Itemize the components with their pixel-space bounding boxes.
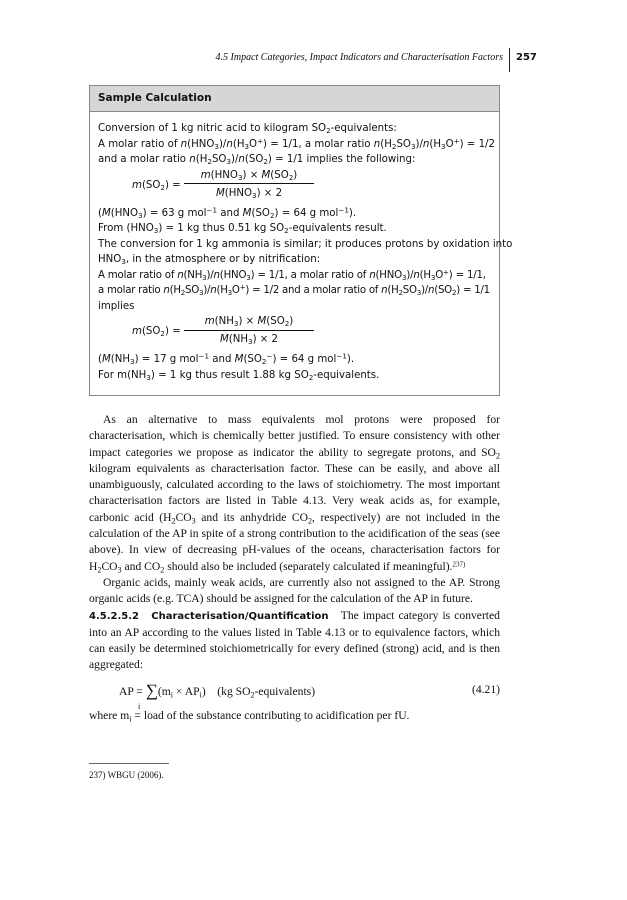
sample-calculation-body bbox=[90, 112, 513, 383]
box-line-hno3: $HNO_3$, in the atmosphere or by nitrification: bbox=[98, 254, 321, 267]
paragraph-where: where $m_i$ = load of the substance contributing to acidification per fU. bbox=[89, 708, 410, 724]
box-line-from: From $(HNO_3) = 1$ kg thus 0.51 kg $SO_2$-equivalents result. bbox=[98, 223, 387, 236]
footnote-reference[interactable]: 237) bbox=[452, 560, 466, 569]
box-line-implies: implies bbox=[98, 300, 135, 312]
box-line-molar-mass-1: ($M(HNO_3) = 63$ g mol$^{-1}$ and $M(SO_2) = 64$ g mol$^{-1}$). bbox=[98, 204, 357, 220]
box-line-ratio-4: a molar ratio $n(H_2SO_3)/n(H_3O^+) = 1/2$ and a molar ratio of $n(H_2SO_3)/n(SO_2) = 1/1$ bbox=[98, 282, 490, 298]
running-head-title: 4.5 Impact Categories, Impact Indicators and Characterisation Factors bbox=[215, 52, 503, 63]
paragraph-characterisation: As an alternative to mass equivalents mol protons were proposed for characterisation, which is chemically better justified. To ensure consistency with other impact categories we propose as indicator the ability to segregate protons, and $SO_2$ kilogram equivalents as characterisation factor. These can be easily, and above all unambiguously, calculated according to the laws of stoichiometry. The most important characterisation factors are listed in Table 4.13. Very weak acids as, for example, carbonic acid ($H_2CO_3$ and its anhydride $CO_2$, respectively) are not included in the calculation of the AP in spite of a strong contribution to the acidification of the seas (see above). In view of decreasing pH-values of the oceans, characterisation factors for $H_2CO_3$ and $CO_2$ should also be included (separately calculated if meaningful).$^{237)}$ bbox=[89, 413, 500, 575]
page-number: 257 bbox=[516, 52, 537, 63]
sample-calculation-title: Sample Calculation bbox=[90, 86, 499, 112]
box-line-conversion: The conversion for 1 kg ammonia is similar; it produces protons by oxidation into bbox=[98, 238, 513, 250]
box-line-intro: Conversion of 1 kg nitric acid to kilogram $SO_2$-equivalents: bbox=[98, 123, 397, 136]
footnote-237: 237) WBGU (2006). bbox=[89, 770, 164, 780]
paragraph-quantification: 4.5.2.5.2 Characterisation/Quantification The impact category is converted into an AP according to the values listed in Table 4.13 or to equivalence factors, which can easily be determined stoichiometrically for every defined (strong) acid, and is then aggregated: bbox=[89, 608, 500, 672]
box-line-molar-mass-2: ($M(NH_3) = 17$ g mol$^{-1}$ and $M(SO_2^-) = 64$ g mol$^{-1}$). bbox=[98, 351, 355, 367]
section-title: Characterisation/Quantification bbox=[151, 610, 329, 622]
equation-nh3: $m(SO_2)$ = $m(NH_3) \times M(SO_2)$ $M(NH_3) \times 2$ bbox=[98, 314, 491, 352]
header-divider bbox=[509, 48, 510, 72]
running-header bbox=[0, 48, 627, 72]
section-number: 4.5.2.5.2 bbox=[89, 610, 139, 622]
main-text bbox=[89, 412, 500, 724]
equation-4-21: AP = $\sum(m_i \times AP_i)$ (kg $SO_2-equivalents$) i (4.21) bbox=[119, 680, 500, 711]
paragraph-organic-acids: Organic acids, mainly weak acids, are currently also not assigned to the AP. Strong organic acids (e.g. TCA) should be assigned for the calculation of the AP in future. bbox=[89, 575, 500, 606]
equation-hno3: $m(SO_2)$ = $m(HNO_3) \times M(SO_2)$ $M(HNO_3) \times 2$ bbox=[98, 168, 491, 206]
sample-calculation-box bbox=[89, 85, 513, 396]
box-line-ratio-2: and a molar ratio $n(H_2SO_3)/n(SO_2) = 1/1$ implies the following: bbox=[98, 154, 416, 167]
footnote-divider bbox=[89, 763, 169, 764]
equation-number: (4.21) bbox=[471, 682, 500, 696]
box-line-ratio-3: A molar ratio of $n(NH_3)/n(HNO_3) = 1/1$, a molar ratio of $n(HNO_3)/n(H_3O^+) = 1/1$, bbox=[98, 266, 486, 282]
box-line-ratio-1: A molar ratio of $n(HNO_3)/n(H_3O^+) = 1/1$, a molar ratio $n(H_2SO_3)/n(H_3O^+) = 1/2$ bbox=[98, 135, 495, 151]
box-line-for: For $m(NH_3) = 1$ kg thus result 1.88 kg $SO_2$-equivalents. bbox=[98, 369, 380, 382]
